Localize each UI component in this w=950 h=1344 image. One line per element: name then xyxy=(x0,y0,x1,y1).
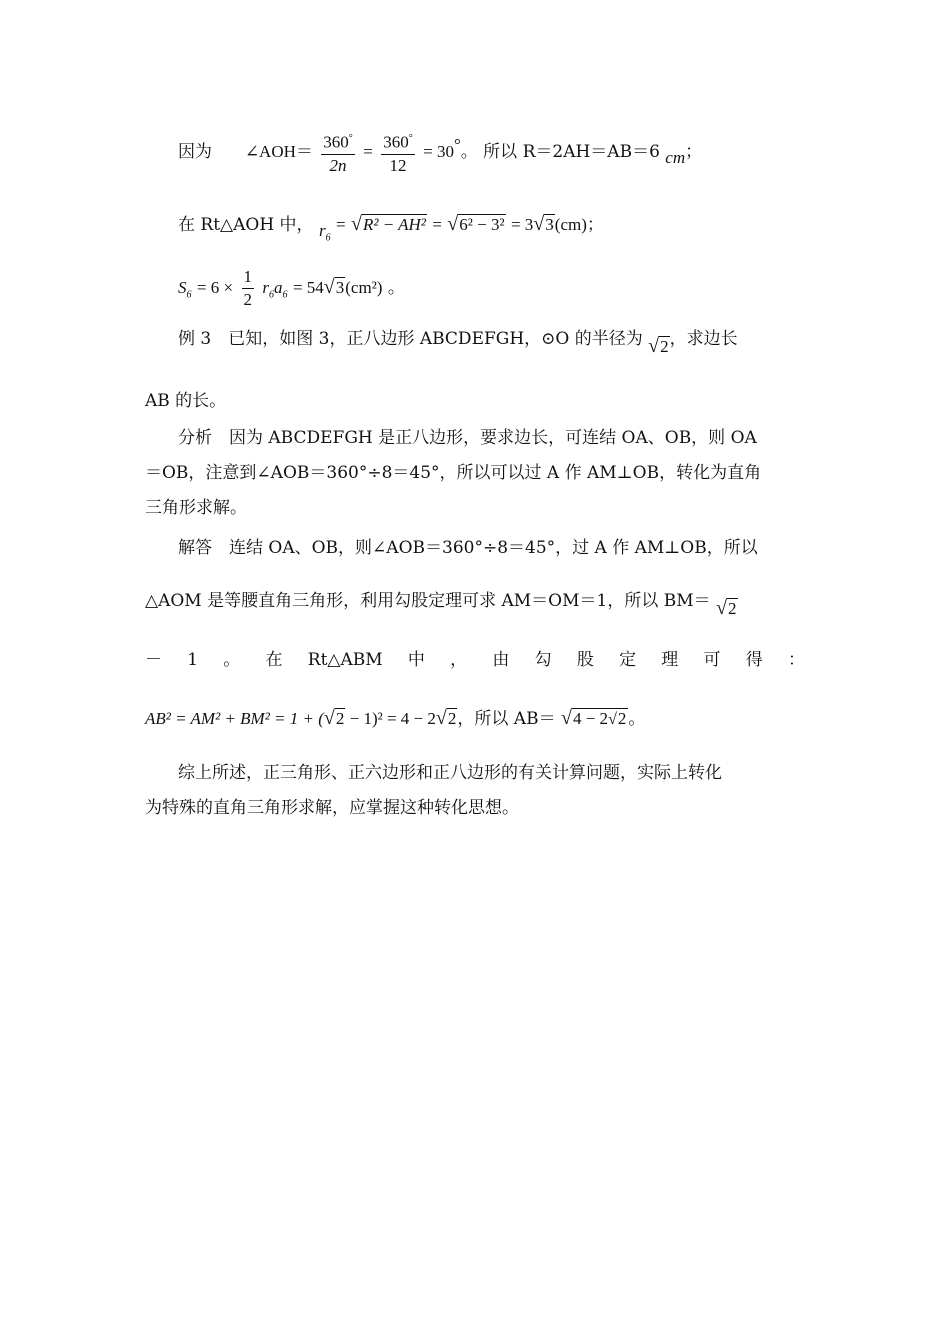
radical-6-3: 6² − 3² xyxy=(459,215,505,234)
analysis-line-2: ＝OB，注意到∠AOB＝360°÷8＝45°，所以可以过 A 作 AM⊥OB，转化为直角 xyxy=(145,463,762,483)
fraction-360-over-2n: $\frac{360^\circ}{2n}$ xyxy=(321,128,355,177)
pythagorean-equation-line: AB² = AM² + BM² = 1 + (√2 − 1)² = 4 − 2√2，所以 AB＝ √4 − 2√2 。 xyxy=(145,707,646,729)
analysis-line-1: 分析 因为 ABCDEFGH 是正八边形，要求边长，可连结 OA、OB，则 OA xyxy=(178,428,757,448)
angle-aoh: ∠AOH＝ xyxy=(244,141,313,161)
angle-equation-line: 因为 ∠AOH＝ $\frac{360^\circ}{2n}$ = $\frac{360^\circ}{12}$ = 30°。 所以 R＝2AH＝AB＝6 cm； xyxy=(178,128,702,177)
fraction-360-over-12: $\frac{360^\circ}{12}$ xyxy=(381,128,415,177)
radical-r2-ah2: R² − AH² xyxy=(362,215,426,234)
summary-line-2: 为特殊的直角三角形求解，应掌握这种转化思想。 xyxy=(145,798,519,818)
solution-line-3: － 1 。 在 Rt△ABM 中 ， 由 勾 股 定 理 可 得 ： xyxy=(145,650,805,670)
area-equation-line: $S_6 = 6$ × $\frac{1}{2}$ $r_6a_6 = 54√3(cm^2)$ 。 xyxy=(178,267,405,309)
example-3-line-2: AB 的长。 xyxy=(145,391,227,411)
solution-line-2: △AOM 是等腰直角三角形，利用勾股定理可求 AM＝OM＝1，所以 BM＝ √2 xyxy=(145,591,737,619)
example-3-line: 例 3 已知，如图 3，正八边形 ABCDEFGH，⊙O 的半径为 √2，求边长 xyxy=(178,329,738,357)
value-30: = 30 xyxy=(423,141,454,161)
analysis-line-3: 三角形求解。 xyxy=(145,498,247,518)
summary-line-1: 综上所述，正三角形、正六边形和正八边形的有关计算问题，实际上转化 xyxy=(178,763,722,783)
solution-line-1: 解答 连结 OA、OB，则∠AOB＝360°÷8＝45°，过 A 作 AM⊥OB，所以 xyxy=(178,538,758,558)
fraction-one-half: $\frac{1}{2}$ xyxy=(243,267,252,309)
text-because: 因为 xyxy=(178,141,212,162)
r6-equation-line: 在 Rt△AOH 中， $r_6 = √R^2 - AH^2 = √6^2 - 3^2 = 3√3(cm)$； xyxy=(178,213,604,244)
text-radius: 所以 R＝2AH＝AB＝6 xyxy=(483,141,660,162)
text-in-rt-triangle: 在 Rt△AOH 中， xyxy=(178,215,314,235)
